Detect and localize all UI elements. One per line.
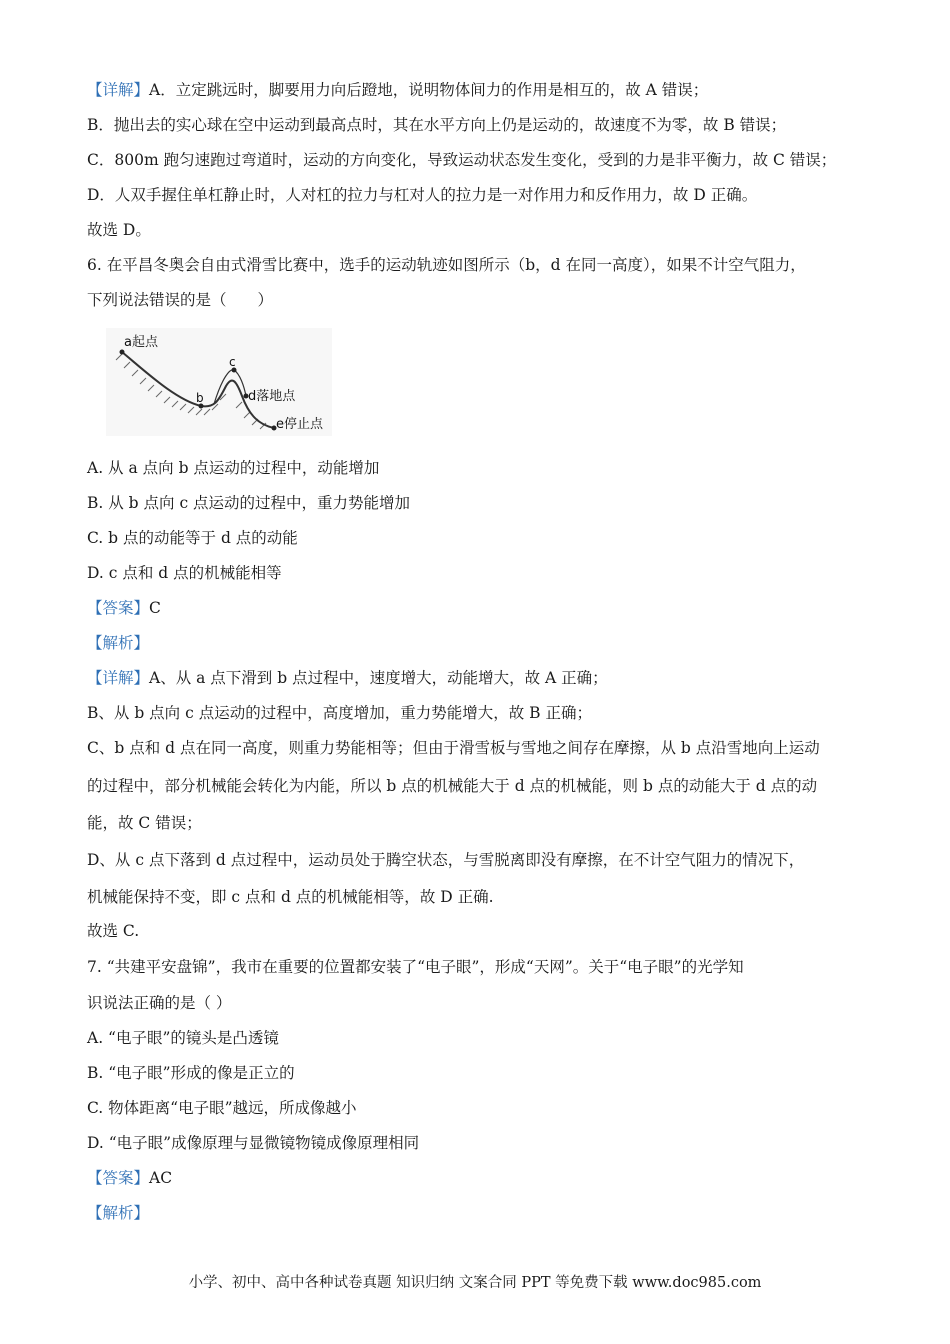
detail-line: C、b 点和 d 点在同一高度，则重力势能相等；但由于滑雪板与雪地之间存在摩擦，从 b 点沿雪地向上运动	[87, 739, 820, 757]
analysis-heading	[87, 633, 149, 653]
section-marker: 【详解】	[87, 81, 150, 99]
answer-line: 【答案】AC	[87, 1169, 173, 1187]
question-7-stem: 识说法正确的是（ ）	[87, 994, 232, 1012]
option-c: C. b 点的动能等于 d 点的动能	[87, 529, 298, 547]
option-d: D. “电子眼”成像原理与显微镜物镜成像原理相同	[87, 1134, 420, 1152]
section-marker: 【答案】	[87, 1169, 150, 1187]
analysis-heading	[87, 1203, 149, 1223]
section-marker: 【详解】	[87, 669, 150, 687]
answer-line: 【答案】C	[87, 599, 161, 617]
label-e: e停止点	[276, 417, 323, 432]
detail-line: D、从 c 点下落到 d 点过程中，运动员处于腾空状态，与雪脱离即没有摩擦，在不计空气阻力的情况下，	[87, 851, 805, 869]
detail-line: 能，故 C 错误；	[87, 814, 202, 832]
detail-line: D．人双手握住单杠静止时，人对杠的拉力与杠对人的拉力是一对作用力和反作用力，故 D 正确。	[87, 186, 758, 204]
option-a: A. 从 a 点向 b 点运动的过程中，动能增加	[87, 459, 380, 477]
label-c: c	[229, 355, 236, 369]
conclusion-line: 故选 C.	[87, 922, 140, 940]
option-d: D. c 点和 d 点的机械能相等	[87, 564, 282, 582]
detail-line: 【详解】A．立定跳远时，脚要用力向后蹬地，说明物体间力的作用是相互的，故 A 错误；	[87, 81, 709, 99]
option-c: C. 物体距离“电子眼”越远，所成像越小	[87, 1099, 357, 1117]
ski-trajectory-figure	[106, 328, 332, 436]
option-b: B. “电子眼”形成的像是正立的	[87, 1064, 295, 1082]
question-6-stem: 6. 在平昌冬奥会自由式滑雪比赛中，选手的运动轨迹如图所示（b，d 在同一高度），如果不计空气阻力，	[87, 256, 806, 274]
question-6-stem: 下列说法错误的是（ ）	[87, 291, 274, 309]
question-7-stem: 7. “共建平安盘锦”，我市在重要的位置都安装了“电子眼”，形成“天网”。关于“电子眼”的光学知	[87, 958, 744, 976]
detail-line: 机械能保持不变，即 c 点和 d 点的机械能相等，故 D 正确.	[87, 888, 494, 906]
detail-line: B．抛出去的实心球在空中运动到最高点时，其在水平方向上仍是运动的，故速度不为零，故 B 错误；	[87, 116, 787, 134]
label-b: b	[196, 391, 204, 405]
section-marker: 【答案】	[87, 599, 150, 617]
detail-line: B、从 b 点向 c 点运动的过程中，高度增加，重力势能增大，故 B 正确；	[87, 704, 592, 722]
section-marker: 【解析】	[87, 1204, 150, 1222]
label-a: a起点	[124, 335, 158, 350]
section-marker: 【解析】	[87, 634, 150, 652]
conclusion-line: 故选 D。	[87, 221, 151, 239]
detail-line: 【详解】A、从 a 点下滑到 b 点过程中，速度增大，动能增大，故 A 正确；	[87, 669, 608, 687]
point-a	[120, 350, 125, 355]
detail-line: 的过程中，部分机械能会转化为内能，所以 b 点的机械能大于 d 点的机械能，则 b 点的动能大于 d 点的动	[87, 777, 818, 795]
page-footer: 小学、初中、高中各种试卷真题 知识归纳 文案合同 PPT 等免费下载 www.doc985.com	[188, 1275, 762, 1291]
label-d: d落地点	[248, 389, 296, 404]
option-a: A. “电子眼”的镜头是凸透镜	[87, 1029, 279, 1047]
detail-line: C．800m 跑匀速跑过弯道时，运动的方向变化，导致运动状态发生变化，受到的力是非平衡力，故 C 错误；	[87, 151, 837, 169]
option-b: B. 从 b 点向 c 点运动的过程中，重力势能增加	[87, 494, 411, 512]
